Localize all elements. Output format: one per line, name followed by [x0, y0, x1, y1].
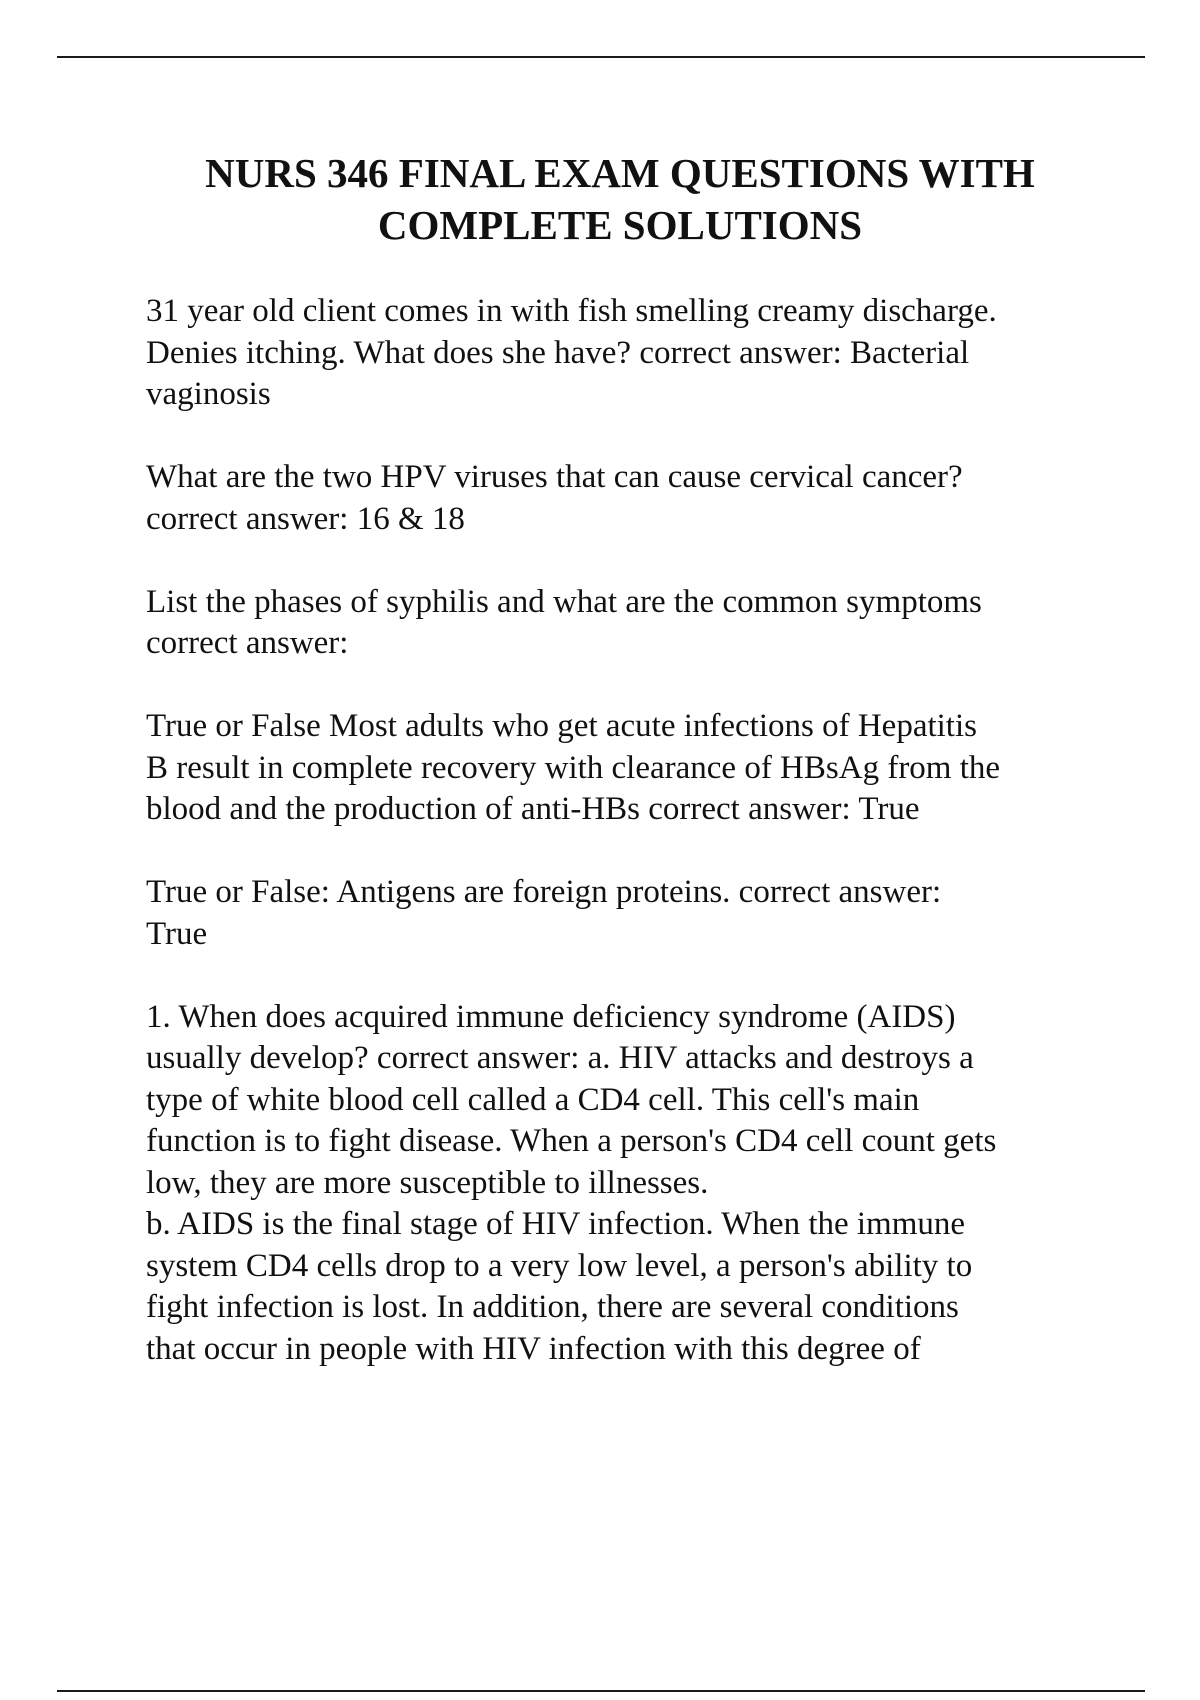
question-6-line-8: fight infection is lost. In addition, there are several conditions	[146, 1289, 959, 1325]
question-3	[146, 582, 1146, 665]
question-6-line-1: 1. When does acquired immune deficiency syndrome (AIDS)	[146, 998, 956, 1035]
question-5-line-1: True or False: Antigens are foreign proteins. correct answer:	[146, 874, 942, 910]
question-4-line-3: blood and the production of anti-HBs correct answer: True	[146, 791, 920, 827]
question-6-line-9: that occur in people with HIV infection with this degree of	[146, 1330, 921, 1367]
question-2	[146, 457, 1146, 540]
question-5-line-2: True	[146, 915, 208, 952]
question-3-line-2: correct answer:	[146, 625, 349, 661]
question-1-line-3: vaginosis	[146, 376, 271, 412]
question-1-line-1: 31 year old client comes in with fish smelling creamy discharge.	[146, 293, 997, 329]
question-6-line-5: low, they are more susceptible to illnesses.	[146, 1164, 709, 1201]
question-6-line-7: system CD4 cells drop to a very low level, a person's ability to	[146, 1247, 973, 1284]
question-1-line-2: Denies itching. What does she have? correct answer: Bacterial	[146, 334, 970, 371]
question-6	[146, 997, 1146, 1371]
question-2-line-1: What are the two HPV viruses that can cause cervical cancer?	[146, 459, 963, 495]
title-line-2: COMPLETE SOLUTIONS	[377, 202, 863, 248]
question-4	[146, 706, 1146, 831]
top-rule	[57, 56, 1145, 58]
question-6-line-3: type of white blood cell called a CD4 cell. This cell's main	[146, 1081, 920, 1118]
document-title	[100, 147, 1140, 251]
document-body	[146, 291, 1146, 1412]
question-6-line-4: function is to fight disease. When a person's CD4 cell count gets	[146, 1123, 997, 1159]
question-1	[146, 291, 1146, 416]
question-4-line-2: B result in complete recovery with clearance of HBsAg from the	[146, 749, 1001, 786]
question-2-line-2: correct answer: 16 & 18	[146, 500, 465, 537]
title-line-1: NURS 346 FINAL EXAM QUESTIONS WITH	[205, 150, 1035, 196]
question-6-line-2: usually develop? correct answer: a. HIV attacks and destroys a	[146, 1040, 974, 1076]
bottom-rule	[57, 1690, 1145, 1692]
question-6-line-6: b. AIDS is the final stage of HIV infection. When the immune	[146, 1206, 966, 1242]
question-4-line-1: True or False Most adults who get acute infections of Hepatitis	[146, 708, 977, 744]
question-3-line-1: List the phases of syphilis and what are the common symptoms	[146, 583, 982, 620]
question-5	[146, 872, 1146, 955]
